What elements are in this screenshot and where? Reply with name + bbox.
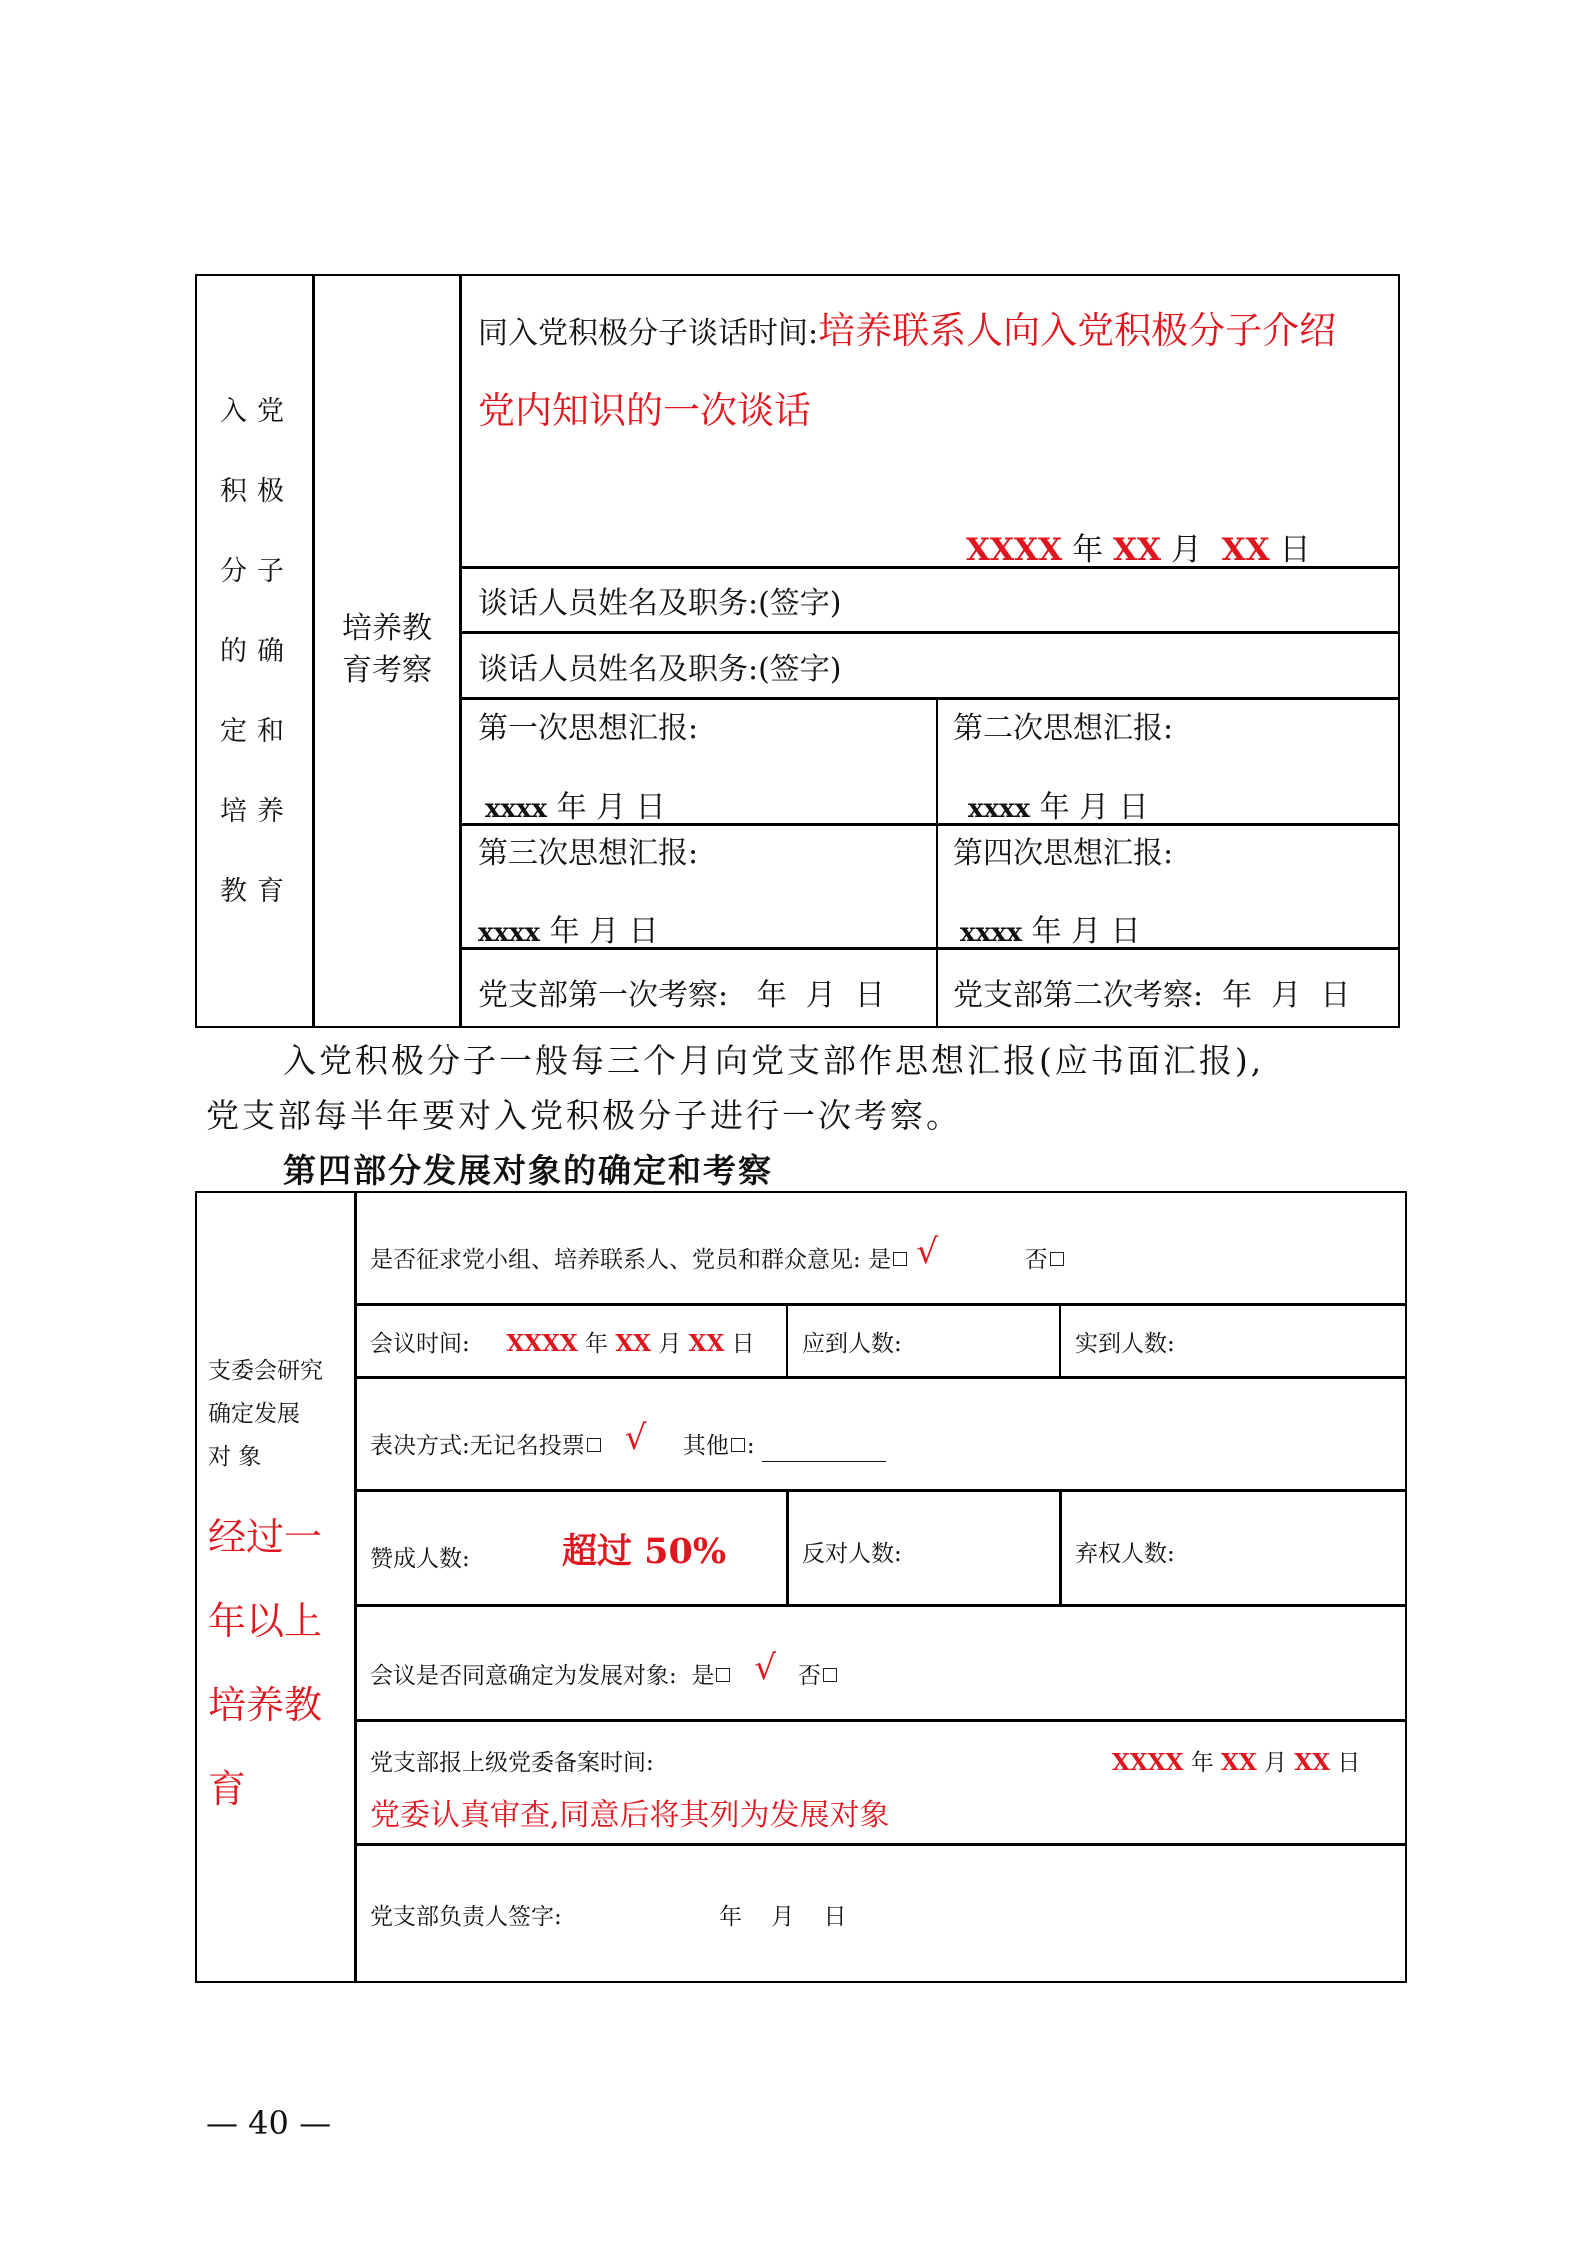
solicit-label: 是否征求党小组、培养联系人、党员和群众意见: <box>370 1247 861 1273</box>
check-mark: √ <box>624 1418 647 1458</box>
label-line: 教育 <box>220 876 294 907</box>
date-month: XX <box>1221 1749 1257 1776</box>
abstain-label: 弃权人数: <box>1075 1541 1175 1567</box>
report1-label: 第一次思想汇报: <box>478 711 699 746</box>
agree-no-checkbox[interactable] <box>823 1668 837 1682</box>
report4-date: xxxx 年 月 日 <box>960 914 1141 949</box>
label-line: 经过一 <box>208 1515 323 1559</box>
vote-method-label: 表决方式:无记名投票 <box>370 1433 585 1459</box>
label-line: 定和 <box>220 716 294 747</box>
meeting-time-label: 会议时间: <box>370 1331 470 1357</box>
date-month: XX <box>615 1330 652 1357</box>
date-day: XX <box>1294 1749 1331 1776</box>
talk-content-line1: 培养联系人向入党积极分子介绍 <box>818 309 1337 352</box>
label-line: 支委会研究 <box>208 1358 323 1384</box>
date-day-unit: 日 <box>731 1331 755 1357</box>
label-line: 积极 <box>220 476 294 507</box>
left-category-label <box>212 372 302 932</box>
agree-row <box>370 1648 839 1692</box>
report4-label: 第四次思想汇报: <box>953 836 1174 871</box>
report-note: 党委认真审查,同意后将其列为发展对象 <box>370 1798 890 1833</box>
agree-label: 会议是否同意确定为发展对象: <box>370 1663 677 1689</box>
actual-attendance-label: 实到人数: <box>1075 1331 1175 1357</box>
date-year: XXXX <box>506 1330 578 1357</box>
date-year: XXXX <box>966 532 1063 568</box>
expected-attendance-label: 应到人数: <box>802 1331 902 1357</box>
report2-date: xxxx 年 月 日 <box>968 790 1149 825</box>
report-time-label: 党支部报上级党委备案时间: <box>370 1750 654 1776</box>
date-day: XX <box>1221 532 1270 568</box>
report1-date: xxxx 年 月 日 <box>485 790 666 825</box>
label-line: 育考察 <box>342 653 432 688</box>
date-month-unit: 月 <box>1170 532 1202 568</box>
date-month: XX <box>1112 532 1162 568</box>
label-line: 确定发展 <box>208 1401 300 1427</box>
yes-checkbox[interactable] <box>893 1252 907 1266</box>
label-line: 培养 <box>220 796 294 827</box>
date-day-unit: 日 <box>1337 1750 1361 1776</box>
date-year-unit: 年 <box>1072 532 1104 568</box>
date-day: XX <box>688 1330 725 1357</box>
report3-label: 第三次思想汇报: <box>478 836 699 871</box>
other-vote-checkbox[interactable] <box>731 1438 745 1452</box>
left-category-label <box>208 1350 323 1479</box>
label-line: 的确 <box>220 636 294 667</box>
leader-sign-label: 党支部负责人签字: <box>370 1904 562 1930</box>
vote-other-blank[interactable] <box>762 1441 886 1462</box>
label-line: 年以上 <box>208 1599 323 1643</box>
talk-time-label: 同入党积极分子谈话时间: <box>478 316 819 351</box>
talk-date <box>966 524 1311 569</box>
approve-value: 超过 50% <box>562 1531 727 1572</box>
note-line-2: 党支部每半年要对入党积极分子进行一次考察。 <box>206 1096 962 1135</box>
yes-option: 是 <box>868 1247 892 1273</box>
report2-label: 第二次思想汇报: <box>953 711 1174 746</box>
report3-date: xxxx 年 月 日 <box>478 914 659 949</box>
check-mark: √ <box>754 1648 776 1688</box>
section-heading: 第四部分发展对象的确定和考察 <box>283 1151 773 1190</box>
inspection-1: 党支部第一次考察: 年 月 日 <box>478 978 885 1013</box>
middle-category-label <box>318 608 456 692</box>
date-year-unit: 年 <box>585 1331 609 1357</box>
talker-row-1: 谈话人员姓名及职务:(签字) <box>478 586 842 621</box>
anonymous-vote-checkbox[interactable] <box>587 1438 601 1452</box>
vote-other-label: 其他 <box>682 1433 729 1459</box>
check-mark: √ <box>916 1232 939 1272</box>
inspection-2: 党支部第二次考察: 年 月 日 <box>953 978 1351 1013</box>
date-year: XXXX <box>1112 1749 1184 1776</box>
date-month-unit: 月 <box>1264 1750 1288 1776</box>
no-option: 否 <box>1024 1247 1048 1273</box>
note-line-1: 入党积极分子一般每三个月向党支部作思想汇报(应书面汇报), <box>283 1041 1265 1080</box>
date-year-unit: 年 <box>1190 1750 1214 1776</box>
talk-content-line2: 党内知识的一次谈话 <box>478 389 811 432</box>
talker-row-2: 谈话人员姓名及职务:(签字) <box>478 652 842 687</box>
vote-method <box>370 1418 886 1462</box>
label-line: 培养教 <box>208 1683 323 1727</box>
no-checkbox[interactable] <box>1050 1252 1064 1266</box>
oppose-label: 反对人数: <box>802 1541 902 1567</box>
left-red-note <box>208 1495 322 1831</box>
agree-yes-checkbox[interactable] <box>716 1668 730 1682</box>
label-line: 入党 <box>220 396 294 427</box>
label-line: 培养教 <box>342 611 432 646</box>
approve-label: 赞成人数: <box>370 1546 470 1572</box>
leader-sign-date: 年 月 日 <box>719 1904 847 1930</box>
page-number: — 40 — <box>206 2104 332 2142</box>
vote-other-colon: : <box>746 1433 755 1459</box>
solicit-row <box>370 1232 1066 1276</box>
date-month-unit: 月 <box>658 1331 682 1357</box>
label-line: 育 <box>208 1767 247 1811</box>
label-line: 对 象 <box>208 1444 262 1470</box>
yes-option: 是 <box>691 1663 715 1689</box>
no-option: 否 <box>797 1663 821 1689</box>
meeting-time <box>370 1325 755 1358</box>
date-day-unit: 日 <box>1279 532 1311 568</box>
report-date <box>1112 1744 1360 1777</box>
label-line: 分子 <box>220 556 294 587</box>
